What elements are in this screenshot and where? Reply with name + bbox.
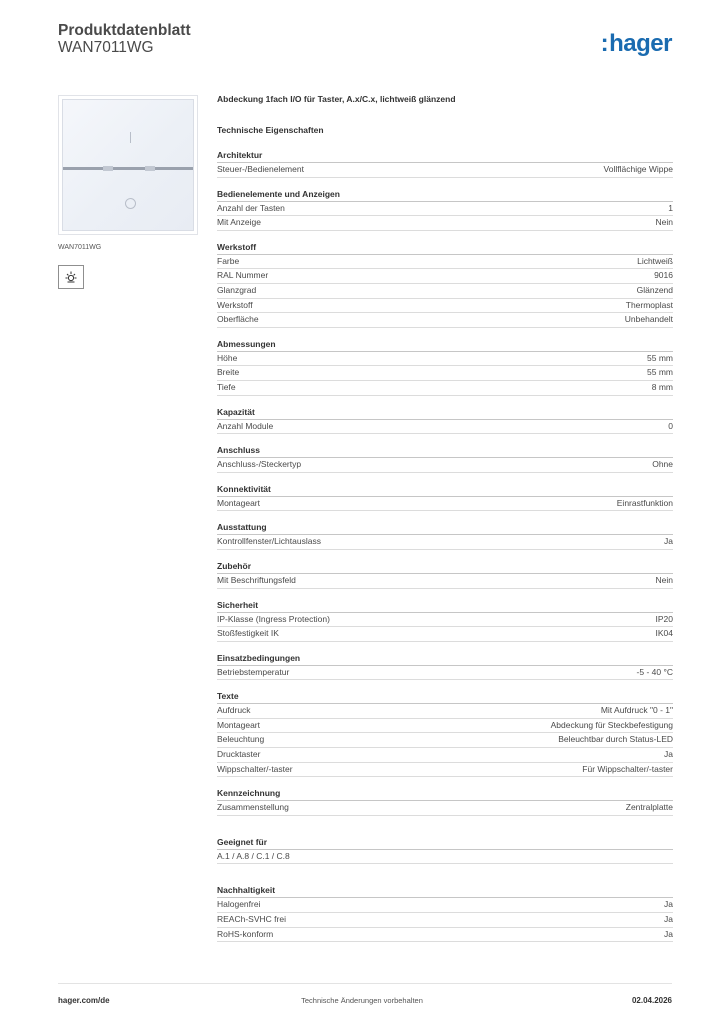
property-row <box>217 704 673 719</box>
footer-date: 02.04.2026 <box>631 996 672 1005</box>
property-row <box>217 627 673 642</box>
section-heading: Texte <box>217 689 673 704</box>
property-label: Betriebstemperatur <box>217 666 290 677</box>
property-label: Montageart <box>217 497 260 508</box>
technical-properties-heading: Technische Eigenschaften <box>217 125 324 135</box>
property-label: IP-Klasse (Ingress Protection) <box>217 613 330 624</box>
property-row <box>217 216 673 231</box>
property-row <box>217 733 673 748</box>
section <box>217 520 673 550</box>
property-label: Höhe <box>217 352 238 363</box>
property-value: Ja <box>664 928 673 939</box>
property-value: IP20 <box>655 613 673 624</box>
property-row <box>217 535 673 550</box>
section-heading: Abmessungen <box>217 337 673 352</box>
property-row <box>217 898 673 913</box>
section <box>217 443 673 473</box>
property-value: Nein <box>655 574 673 585</box>
property-value: Für Wippschalter/-taster <box>582 763 673 774</box>
property-row <box>217 458 673 473</box>
property-row <box>217 763 673 778</box>
switch-cover-face <box>62 99 194 231</box>
property-row <box>217 497 673 512</box>
property-value: Mit Aufdruck "0 - 1" <box>600 705 673 716</box>
section-heading: Kapazität <box>217 405 673 420</box>
property-label: Mit Beschriftungsfeld <box>217 574 296 585</box>
property-value: -5 - 40 °C <box>636 666 673 677</box>
property-value: Glänzend <box>636 284 673 295</box>
property-value: Ja <box>664 536 673 547</box>
section <box>217 559 673 589</box>
property-value: 9016 <box>654 270 673 281</box>
property-value: Vollflächige Wippe <box>603 164 673 174</box>
indicator-segment <box>145 166 155 171</box>
indicator-bar <box>63 167 193 170</box>
section <box>217 482 673 512</box>
section-heading: Geeignet für <box>217 835 673 850</box>
footer-disclaimer: Technische Änderungen vorbehalten <box>301 996 423 1005</box>
product-image <box>58 95 198 235</box>
property-value: Zentralplatte <box>625 802 673 813</box>
section-heading: Zubehör <box>217 559 673 574</box>
property-row <box>217 366 673 381</box>
property-value: 55 mm <box>647 367 673 378</box>
property-label: Zusammenstellung <box>217 802 289 813</box>
property-row <box>217 269 673 284</box>
property-label: Beleuchtung <box>217 734 265 745</box>
property-label: Farbe <box>217 255 240 266</box>
section-heading: Bedienelemente und Anzeigen <box>217 187 673 202</box>
property-label: Anzahl Module <box>217 420 274 431</box>
section-heading: Architektur <box>217 148 673 163</box>
property-label: REACh-SVHC frei <box>217 914 286 925</box>
property-row <box>217 613 673 628</box>
property-row <box>217 748 673 763</box>
section <box>217 337 673 396</box>
property-value: IK04 <box>655 628 673 639</box>
property-label: Drucktaster <box>217 749 261 760</box>
hager-logo: :hager <box>600 30 672 57</box>
property-value: Lichtweiß <box>637 255 673 266</box>
property-label: Kontrollfenster/Lichtauslass <box>217 536 321 547</box>
off-symbol <box>125 198 136 209</box>
indicator-segment <box>103 166 113 171</box>
property-value: Ja <box>664 914 673 925</box>
property-row <box>217 299 673 314</box>
section <box>217 187 673 231</box>
section-heading: Ausstattung <box>217 520 673 535</box>
property-row <box>217 284 673 299</box>
property-label: Montageart <box>217 719 260 730</box>
property-label: Halogenfrei <box>217 899 261 910</box>
property-value: Abdeckung für Steckbefestigung <box>550 719 673 730</box>
footer-divider <box>58 983 672 984</box>
property-label: Anzahl der Tasten <box>217 202 285 213</box>
section-heading: Anschluss <box>217 443 673 458</box>
property-label: Mit Anzeige <box>217 217 261 228</box>
property-row <box>217 928 673 943</box>
property-value: Unbehandelt <box>624 314 673 325</box>
property-value: Nein <box>655 217 673 228</box>
property-value: 1 <box>668 202 673 213</box>
section-heading: Kennzeichnung <box>217 786 673 801</box>
section-heading: Sicherheit <box>217 598 673 613</box>
property-label: RoHS-konform <box>217 928 274 939</box>
on-symbol <box>130 132 131 143</box>
property-label: A.1 / A.8 / C.1 / C.8 <box>217 850 290 861</box>
property-value: Ja <box>664 899 673 910</box>
property-row <box>217 574 673 589</box>
section <box>217 651 673 681</box>
section-heading: Einsatzbedingungen <box>217 651 673 666</box>
section <box>217 240 673 328</box>
property-value: Ohne <box>652 459 673 470</box>
property-value: Thermoplast <box>625 299 673 310</box>
datasheet-content <box>217 94 673 951</box>
property-label: Glanzgrad <box>217 284 257 295</box>
property-value: 0 <box>668 420 673 431</box>
property-label: Tiefe <box>217 381 236 392</box>
property-row <box>217 163 673 178</box>
article-number: WAN7011WG <box>58 39 154 56</box>
property-row <box>217 719 673 734</box>
property-row <box>217 420 673 435</box>
property-row <box>217 352 673 367</box>
section <box>217 883 673 942</box>
section <box>217 598 673 642</box>
property-label: Wippschalter/-taster <box>217 763 293 774</box>
property-label: Aufdruck <box>217 705 251 716</box>
section-heading: Konnektivität <box>217 482 673 497</box>
property-label: Breite <box>217 367 240 378</box>
property-row <box>217 255 673 270</box>
property-label: Steuer-/Bedienelement <box>217 164 304 174</box>
property-row <box>217 313 673 328</box>
product-description: Abdeckung 1fach I/O für Taster, A.x/C.x, lichtweiß glänzend <box>217 94 456 104</box>
section <box>217 148 673 178</box>
property-label: Anschluss-/Steckertyp <box>217 459 302 470</box>
property-label: Stoßfestigkeit IK <box>217 628 279 639</box>
section <box>217 786 673 816</box>
section <box>217 835 673 865</box>
property-row <box>217 381 673 396</box>
property-row <box>217 850 673 865</box>
footer-website: hager.com/de <box>58 996 110 1005</box>
property-value: 55 mm <box>647 352 673 363</box>
section <box>217 689 673 777</box>
property-row <box>217 666 673 681</box>
light-indicator-icon <box>58 265 84 289</box>
property-value: Beleuchtbar durch Status-LED <box>558 734 673 745</box>
property-row <box>217 202 673 217</box>
page-title: Produktdatenblatt <box>58 22 191 39</box>
image-caption: WAN7011WG <box>58 244 102 251</box>
property-row <box>217 913 673 928</box>
property-label: RAL Nummer <box>217 270 269 281</box>
section-heading: Werkstoff <box>217 240 673 255</box>
property-row <box>217 801 673 816</box>
section-heading: Nachhaltigkeit <box>217 883 673 898</box>
property-label: Werkstoff <box>217 299 253 310</box>
property-label: Oberfläche <box>217 314 259 325</box>
section <box>217 405 673 435</box>
property-value: Einrastfunktion <box>616 497 673 508</box>
property-value: Ja <box>664 749 673 760</box>
property-sections <box>217 148 673 942</box>
property-value: 8 mm <box>651 381 673 392</box>
